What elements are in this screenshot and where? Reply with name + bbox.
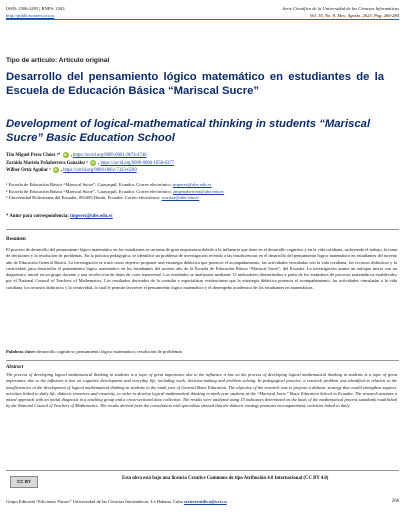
author-list [6, 152, 396, 175]
abstract-text: The process of developing logical mathematical thinking in students is a topic of great importance due to the influence it has on the process of developing logical mathematical thinking in students is a topic of great importance due to the influence it has on cognitive development and everyday life, including work, decision-making and problem solving. In pedagogical practice, a research problem was identified in relation to the insufficiencies in the development of logical mathematical thinking in students in the ninth year of General Basic Education. The objective of the research was to propose a didactic strategy that would strengthen support, activities linked to daily life, didactic resources and creativity, in order to develop logical mathematical thinking in ninth year students at the “Mariscal Sucre” Basic Education School in Ecuador. The research assumes a mixed approach with an initial diagnosis in a teaching group and a cross-sectional data collection. The results were analyzed using 15 indicators determined on the basis of the mathematical process standards established by the National Council of Teachers of Mathematics. The results derived from the consultation with specialists showed that the didactic strategy promotes accompaniment, activities linked to daily [6, 372, 397, 409]
title-spanish: Desarrollo del pensamiento lógico matemático en estudiantes de la Escuela de Educación Básica “Mariscal Sucre” [6, 71, 384, 97]
article-type: Tipo de artículo: Artículo original [6, 57, 110, 64]
orcid-icon: iD [91, 160, 95, 165]
issn-text: ISSN: 2306-2495 | RNPS: 2343 [6, 6, 65, 11]
abstract-heading: Abstract [6, 365, 24, 370]
email-link[interactable]: tmperez@ube.edu.ec [172, 182, 212, 187]
page-footer [6, 475, 399, 523]
correspondence-email-link[interactable]: tmperez@ube.edu.ec [70, 214, 113, 219]
license-text: Esta obra está bajo una licencia Creative Commons de tipo Atribución 4.0 Internacional (CC BY 4.0) [122, 476, 329, 481]
title-english: Development of logical-mathematical thinking in students “Mariscal Sucre” Basic Education School [6, 118, 371, 144]
orcid-link[interactable]: https://orcid.org/0009-0006-1058-6377 [100, 160, 174, 166]
cc-license-badge[interactable]: CC BY [10, 476, 38, 488]
author-row: Zoraida Mariela Peñaherrera González ² iD , https://orcid.org/0009-0006-1058-6377 [6, 160, 174, 166]
affiliation-list [6, 182, 396, 202]
orcid-icon: iD [63, 153, 68, 157]
email-link[interactable]: wortiza@ube.edu.ec [161, 195, 200, 200]
page-number: 266 [391, 499, 399, 504]
keywords-label: Palabras clave: [6, 349, 36, 354]
divider [6, 470, 399, 471]
orcid-icon: iD [53, 168, 58, 173]
keywords-text: desarrollo cognitivo; pensamiento lógico matemático; resolución de problemas [35, 349, 183, 354]
divider [6, 229, 399, 230]
author-row: Tito Miguel Pérez Chóez ¹* iD , https://orcid.org/0009-0001-9674-4746 [6, 153, 147, 159]
affiliation-item: ² Escuela de Educación Básica “Mariscal Sucre”, Guayaquil, Ecuador. Correo electrónico: zmpenaherrera@ube.edu.ec [6, 188, 225, 194]
orcid-link[interactable]: https://orcid.org/0000-0002-7323-6589 [63, 168, 137, 174]
volume-info: Vol. 16, No. 8, Mes: Agosto, 2023, Pag. 266-284 [309, 13, 399, 18]
resumen-heading: Resumen [6, 237, 26, 242]
author-name: Tito Miguel Pérez Chóez ¹* [6, 153, 61, 159]
journal-name: Serie Científica de la Universidad de las Ciencias Informáticas [282, 6, 399, 11]
orcid-link[interactable]: https://orcid.org/0009-0001-9674-4746 [73, 153, 147, 159]
resumen-text: El proceso de desarrollo del pensamiento lógico matemático en los estudiantes es un tema de gran importancia debido a la influencia que tiene en el desarrollo cognitivo y en la vida cotidiana, incluyendo el trabajo, la toma de decisiones y la resolución de problemas. En la práctica pedagógica, se identificó un problema de investigación referido a las insuficiencias en el desarrollo del pensamiento lógico matemático en estudiantes del noveno año de Educación General Básica. La investigación se trazó como objetivo proponer una estrategia didáctica que potencie el acompañamiento, las actividades vinculadas con la vida cotidiana, los recursos didácticos y la creatividad, para desarrollar el pensamiento lógico matemático en los estudiantes del noveno año de la Escuela de Educación Básica “Mariscal Sucre”, del Ecuador. La investigación asume un enfoque mixto con un diagnóstico inicial en un grupo docente y una recolección de datos de corte transversal. Los resultados se analizaron mediante 15 indicadores determinados a partir de los estándares de procesos matemáticos establecidos por el National Council of Teachers of Mathematics. Los resultados derivados de la consulta a especialistas evidenciaron que la estrategia didáctica potencia el acompañamiento, las actividades vinculadas a la vida cotidiana, los recursos didácticos y la creatividad, lo cual le permite favorecer el pensamiento lógico matemático y el desempeño académico de los estudiantes en matemáticas. [6, 247, 397, 290]
divider [6, 360, 399, 361]
keywords [6, 349, 182, 354]
author-row: Wilber Ortiz Aguilar ³ iD , https://orcid.org/0000-0002-7323-6589 [6, 168, 137, 174]
affiliation-item: ¹ Escuela de Educación Básica “Mariscal Sucre”, Guayaquil, Ecuador. Correo electrónico: tmperez@ube.edu.ec [6, 182, 212, 187]
publisher-line: Grupo Editorial “Ediciones Futuro” Universidad de las Ciencias Informáticas. La Habana, Cuba seriecientifica@uci.cu [6, 499, 227, 504]
email-link[interactable]: zmpenaherrera@ube.edu.ec [172, 188, 225, 194]
journal-url-link[interactable]: http://publicaciones.uci.cu [6, 13, 55, 18]
publisher-email-link[interactable]: seriecientifica@uci.cu [183, 499, 227, 504]
header-rule [6, 19, 399, 20]
author-name: Wilber Ortiz Aguilar ³ [6, 168, 51, 174]
correspondence: * Autor para correspondencia: tmperez@ube.edu.ec [6, 214, 113, 219]
affiliation-item: ³ Universidad Bolivariana del Ecuador, 092405 Durán, Ecuador. Correo electrónico: wortiza@ube.edu.ec [6, 195, 200, 200]
author-name: Zoraida Mariela Peñaherrera González ² [6, 160, 88, 166]
